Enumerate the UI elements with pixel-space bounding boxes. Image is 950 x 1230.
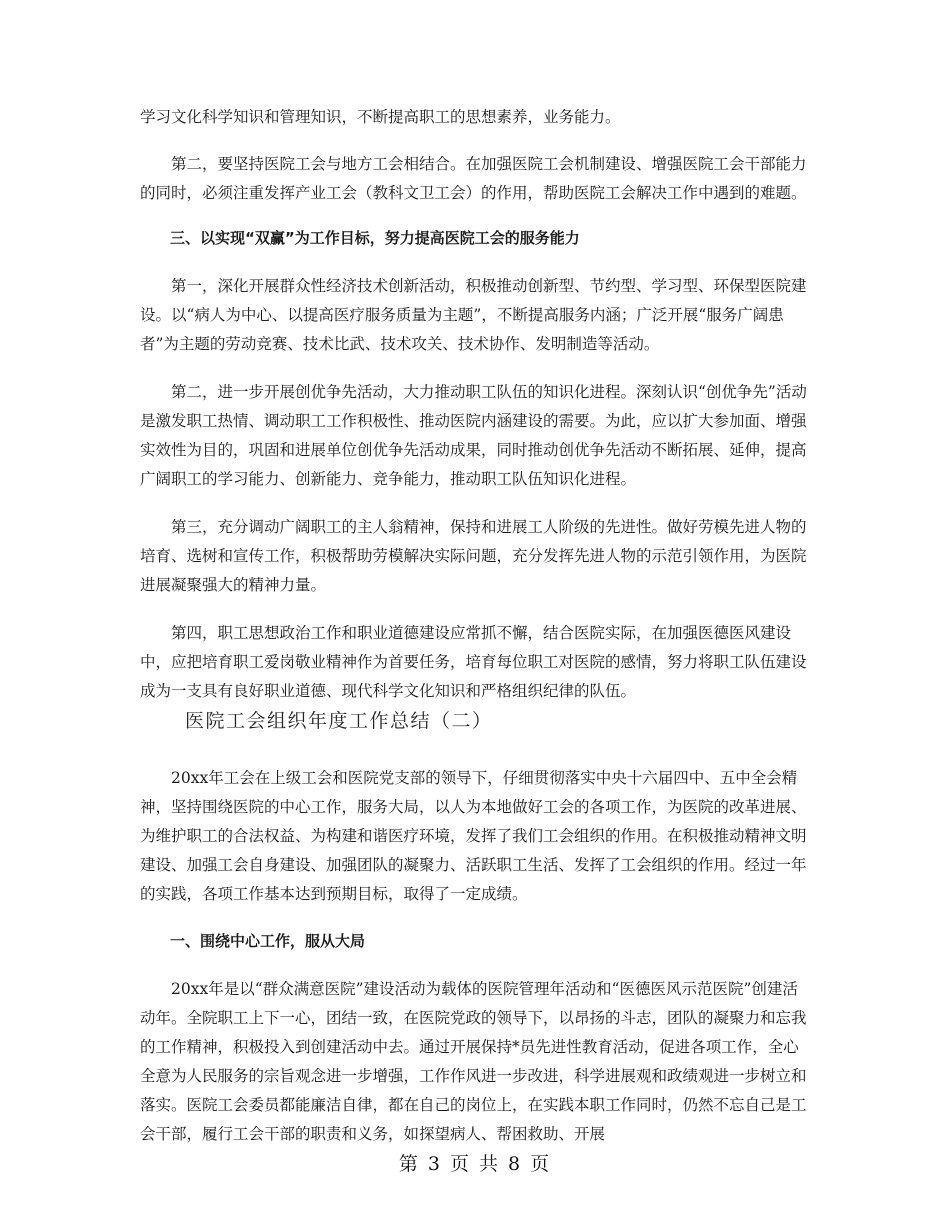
top-text-block <box>140 103 812 706</box>
paragraph: 20xx年是以“群众满意医院”建设活动为载体的医院管理年活动和“医德医风示范医院”创建活动年。全院职工上下一心，团结一致，在医院党政的领导下，以昂扬的斗志，团队的凝聚力和忘我的工作精神，积极投入到创建活动中去。通过开展保持*员先进性教育活动，促进各项工作，全心全意为人民服务的宗旨观念进一步增强，工作作风进一步改进，科学进展观和政绩观进一步树立和落实。医院工会委员都能廉洁自律，都在自己的岗位上，在实践本职工作同时，仍然不忘自己是工会干部，履行工会干部的职责和义务，如探望病人、帮困救助、开展 <box>140 980 807 1143</box>
paragraph: 第四，职工思想政治工作和职业道德建设应常抓不懈，结合医院实际，在加强医德医风建设中，应把培育职工爱岗敬业精神作为首要任务，培育每位职工对医院的感情，努力将职工队伍建设成为一支具有良好职业道德、现代科学文化知识和严格组织纪律的队伍。 <box>140 624 807 700</box>
paragraph: 20xx年工会在上级工会和医院党支部的领导下，仔细贯彻落实中央十六届四中、五中全会精神，坚持围绕医院的中心工作，服务大局，以人为本地做好工会的各项工作，为医院的改革进展、为维护职工的合法权益、为构建和谐医疗环境，发挥了我们工会组织的作用。在积极推动精神文明建设、加强工会自身建设、加强团队的凝聚力、活跃职工生活、发挥了工会组织的作用。经过一年的实践，各项工作基本达到预期目标，取得了一定成绩。 <box>140 769 807 903</box>
bottom-text-block <box>140 764 812 1149</box>
paragraph: 第一，深化开展群众性经济技术创新活动，积极推动创新型、节约型、学习型、环保型医院建设。以“病人为中心、以提高医疗服务质量为主题”，不断提高服务内涵；广泛开展“服务广阔患者”为主题的劳动竞赛、技术比武、技术攻关、技术协作、发明制造等活动。 <box>140 277 807 353</box>
document-title: 医院工会组织年度工作总结（二） <box>185 710 493 732</box>
paragraph: 第二，要坚持医院工会与地方工会相结合。在加强医院工会机制建设、增强医院工会干部能力的同时，必须注重发挥产业工会（教科文卫工会）的作用，帮助医院工会解决工作中遇到的难题。 <box>140 155 807 202</box>
paragraph-continuation: 学习文化科学知识和管理知识，不断提高职工的思想素养，业务能力。 <box>140 108 621 126</box>
section-heading: 三、以实现“双赢”为工作目标，努力提高医院工会的服务能力 <box>170 229 580 247</box>
section-heading: 一、围绕中心工作，服从大局 <box>170 932 366 950</box>
page-number-footer: 第 3 页 共 8 页 <box>398 1153 552 1175</box>
paragraph: 第二，进一步开展创优争先活动，大力推动职工队伍的知识化进程。深刻认识“创优争先”活动是激发职工热情、调动职工工作积极性、推动医院内涵建设的需要。为此，应以扩大参加面、增强实效性为目的，巩固和进展单位创优争先活动成果，同时推动创优争先活动不断拓展、延伸，提高广阔职工的学习能力、创新能力、竞争能力，推动职工队伍知识化进程。 <box>140 383 807 488</box>
paragraph: 第三，充分调动广阔职工的主人翁精神，保持和进展工人阶级的先进性。做好劳模先进人物的培育、选树和宣传工作，积极帮助劳模解决实际问题，充分发挥先进人物的示范引领作用，为医院进展凝聚强大的精神力量。 <box>140 518 807 594</box>
